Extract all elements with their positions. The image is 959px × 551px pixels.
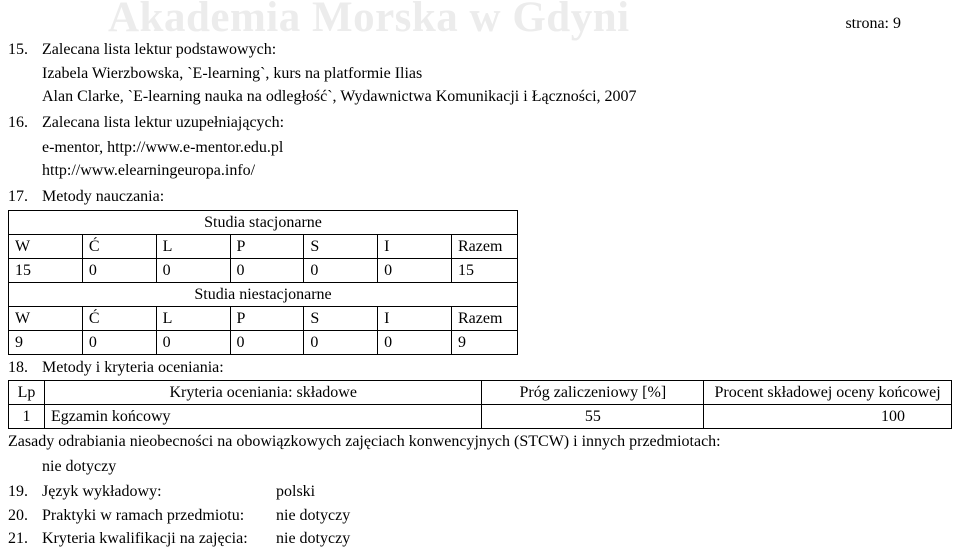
header-cell: S xyxy=(304,235,378,259)
header-cell: Lp xyxy=(9,381,45,405)
header-cell: W xyxy=(9,307,83,331)
value-cell: 0 xyxy=(378,331,452,355)
value-cell: 15 xyxy=(451,259,517,283)
section-20-number: 20. xyxy=(8,507,28,524)
table-row xyxy=(9,283,518,307)
value-cell: 0 xyxy=(230,331,304,355)
teaching-methods-table xyxy=(8,210,518,355)
table-row xyxy=(9,235,518,259)
section-19-number: 19. xyxy=(8,483,28,500)
section-16-title: Zalecana lista lektur uzupełniających: xyxy=(42,114,285,131)
header-cell: Razem xyxy=(451,307,517,331)
value-cell: 0 xyxy=(304,331,378,355)
watermark: Akademia Morska w Gdyni xyxy=(108,0,630,41)
header-cell: P xyxy=(230,307,304,331)
section-15-line-2: Alan Clarke, `E-learning nauka na odległość`, Wydawnictwa Komunikacji i Łączności, 2007 xyxy=(42,88,637,105)
header-cell: Próg zaliczeniowy [%] xyxy=(482,381,704,405)
header-cell: I xyxy=(378,235,452,259)
value-cell: 9 xyxy=(9,331,83,355)
section-15-line-1: Izabela Wierzbowska, `E-learning`, kurs na platformie Ilias xyxy=(42,65,423,82)
header-cell: W xyxy=(9,235,83,259)
value-cell: 15 xyxy=(9,259,83,283)
value-cell: 0 xyxy=(378,259,452,283)
section-19-value: polski xyxy=(276,483,316,500)
header-cell: Ć xyxy=(82,307,156,331)
assessment-table xyxy=(8,380,952,429)
value-cell: 0 xyxy=(156,259,230,283)
page-number: strona: 9 xyxy=(845,15,901,32)
value-cell: 55 xyxy=(482,405,704,429)
value-cell: 0 xyxy=(156,331,230,355)
absence-rules-value: nie dotyczy xyxy=(42,458,117,475)
section-21-value: nie dotyczy xyxy=(276,530,351,547)
section-21-number: 21. xyxy=(8,530,28,547)
header-cell: Ć xyxy=(82,235,156,259)
stacjonarne-heading: Studia stacjonarne xyxy=(9,211,518,235)
header-cell: L xyxy=(156,235,230,259)
niestacjonarne-heading: Studia niestacjonarne xyxy=(9,283,518,307)
header-cell: Procent składowej oceny końcowej xyxy=(704,381,952,405)
section-16-line-1: e-mentor, http://www.e-mentor.edu.pl xyxy=(42,139,284,156)
table-row xyxy=(9,405,952,429)
header-cell: L xyxy=(156,307,230,331)
section-16-line-2: http://www.elearningeuropa.info/ xyxy=(42,162,256,179)
value-cell: 100 xyxy=(704,405,952,429)
table-row xyxy=(9,331,518,355)
header-cell: P xyxy=(230,235,304,259)
header-cell: I xyxy=(378,307,452,331)
header-cell: Kryteria oceniania: składowe xyxy=(44,381,481,405)
section-20-label: Praktyki w ramach przedmiotu: xyxy=(42,507,245,524)
section-20-value: nie dotyczy xyxy=(276,507,351,524)
section-21-label: Kryteria kwalifikacji na zajęcia: xyxy=(42,530,248,547)
section-19-label: Język wykładowy: xyxy=(42,483,162,500)
header-cell: Razem xyxy=(451,235,517,259)
section-17-number: 17. xyxy=(8,188,28,205)
table-row xyxy=(9,381,952,405)
value-cell: 9 xyxy=(451,331,517,355)
table-row xyxy=(9,259,518,283)
value-cell: 0 xyxy=(82,259,156,283)
value-cell: Egzamin końcowy xyxy=(44,405,481,429)
section-15-title: Zalecana lista lektur podstawowych: xyxy=(42,41,277,58)
value-cell: 0 xyxy=(82,331,156,355)
value-cell: 1 xyxy=(9,405,45,429)
section-16-number: 16. xyxy=(8,114,28,131)
section-18-title: Metody i kryteria oceniania: xyxy=(42,359,224,376)
header-cell: S xyxy=(304,307,378,331)
table-row xyxy=(9,211,518,235)
table-row xyxy=(9,307,518,331)
section-17-title: Metody nauczania: xyxy=(42,188,165,205)
value-cell: 0 xyxy=(230,259,304,283)
value-cell: 0 xyxy=(304,259,378,283)
section-18-number: 18. xyxy=(8,359,28,376)
section-15-number: 15. xyxy=(8,41,28,58)
absence-rules-note: Zasady odrabiania nieobecności na obowiązkowych zajęciach konwencyjnych (STCW) i innych przedmiotach: xyxy=(8,433,721,450)
